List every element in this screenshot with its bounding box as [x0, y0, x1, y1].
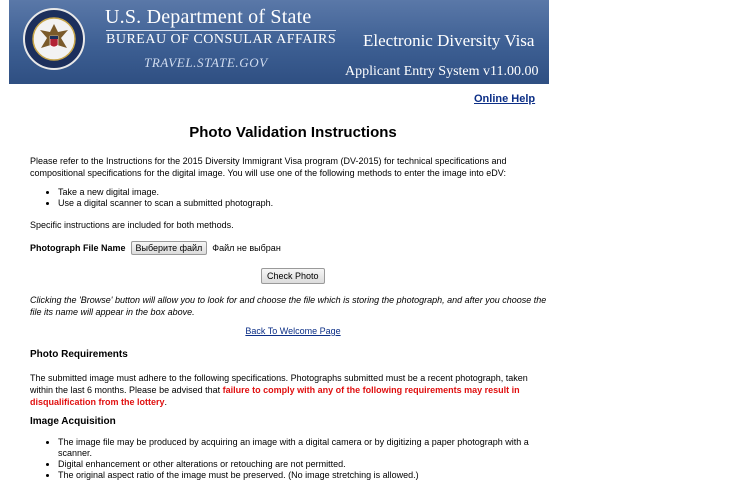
- site-banner: [9, 0, 549, 84]
- check-photo-button[interactable]: Check Photo: [261, 268, 325, 284]
- image-acquisition-heading: Image Acquisition: [30, 416, 116, 427]
- department-title: U.S. Department of State: [105, 6, 312, 28]
- online-help-link[interactable]: Online Help: [474, 93, 536, 105]
- intro-text: Please refer to the Instructions for the 2015 Diversity Immigrant Visa program (DV-2015) for technical specifications and compositional specifications for the digital image. You will use one of the following methods to enter the image into eDV:: [30, 156, 507, 178]
- no-file-text: Файл не выбран: [212, 243, 281, 253]
- list-item: • Take a new digital image.: [58, 187, 558, 198]
- list-item: • Use a digital scanner to scan a submitted photograph.: [58, 198, 558, 209]
- choose-file-button[interactable]: Выберите файл: [131, 241, 208, 255]
- requirements-warning-text: failure to comply with any of the following requirements may result in disqualification from the lottery: [30, 385, 520, 407]
- list-item: • Digital enhancement or other alterations or retouching are not permitted.: [58, 459, 558, 470]
- requirements-text: [30, 372, 550, 408]
- acquisition-list: [44, 437, 558, 481]
- list-item: • The original aspect ratio of the image must be preserved. (No image stretching is allowed.): [58, 470, 558, 481]
- methods-list: [44, 187, 558, 209]
- requirements-plain-text: The submitted image must adhere to the following specifications. Photographs submitted must be a recent photograph, taken within the last 6 months. Please be advised that: [30, 373, 528, 395]
- bureau-title: BUREAU OF CONSULAR AFFAIRS: [106, 32, 337, 47]
- dos-seal-icon: [23, 8, 85, 70]
- page-title: Photo Validation Instructions: [189, 124, 397, 141]
- file-input-row: [30, 241, 281, 255]
- system-version: Applicant Entry System v11.00.00: [345, 64, 539, 79]
- site-name: TRAVEL.STATE.GOV: [144, 55, 268, 70]
- specific-instructions-text: Specific instructions are included for both methods.: [30, 220, 234, 230]
- requirements-end-text: .: [164, 397, 168, 407]
- list-item: • The image file may be produced by acquiring an image with a digital camera or by digitizing a paper photograph with a scanner.: [58, 437, 558, 459]
- photo-requirements-heading: Photo Requirements: [30, 349, 128, 360]
- browse-note: Clicking the 'Browse' button will allow you to look for and choose the file which is storing the photograph, and after you choose the file its name will appear in the box above.: [30, 295, 547, 317]
- back-to-welcome-link[interactable]: Back To Welcome Page: [245, 326, 341, 336]
- file-label: Photograph File Name: [30, 243, 126, 253]
- app-name: Electronic Diversity Visa: [363, 31, 535, 50]
